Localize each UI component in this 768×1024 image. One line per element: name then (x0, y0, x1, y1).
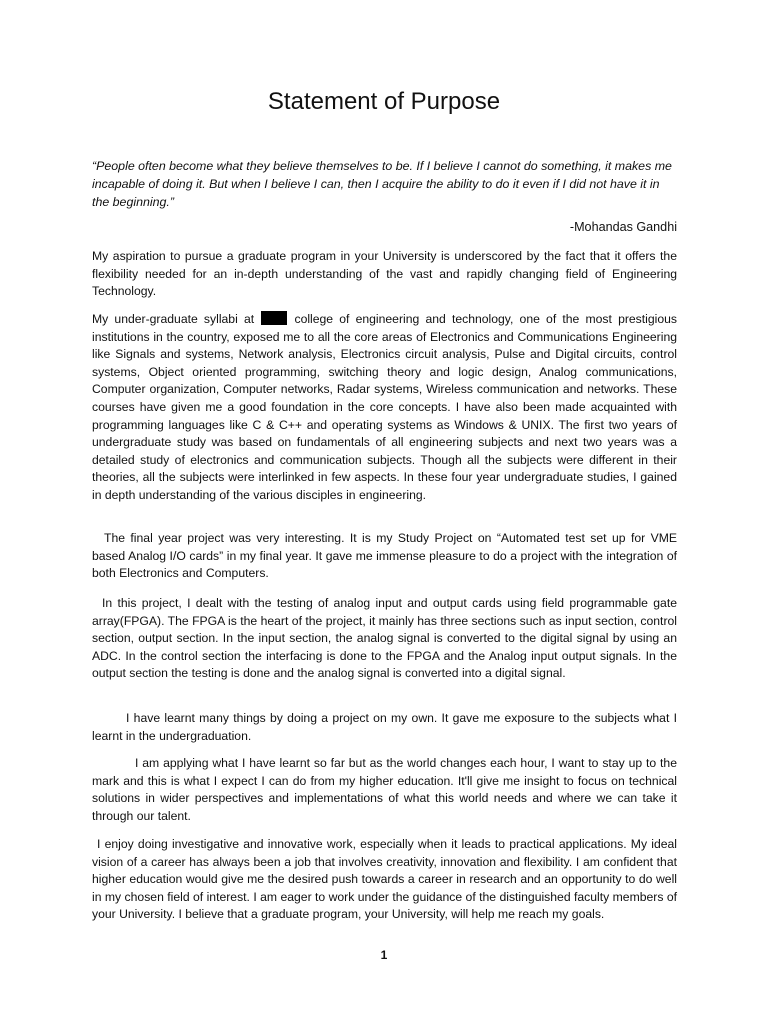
paragraph-higher-education: I am applying what I have learnt so far but as the world changes each hour, I want to stay up to the mark and this is what I expect I can do from my higher education. It'll give me insight to focus on technical solutions in wider perspectives and implementations of what this world needs and where we can take it through our talent. (92, 756, 677, 823)
paragraph-career-goals: I enjoy doing investigative and innovative work, especially when it leads to practical applications. My ideal vision of a career has always been a job that involves creativity, innovation and flexibility. I am confident that higher education would give me the desired push towards a career in research and an opportunity to do well in my chosen field of interest. I am eager to work under the guidance of the distinguished faculty members of your University. I believe that a graduate program, your University, will help me reach my goals. (92, 837, 677, 922)
quote-author: -Mohandas Gandhi (569, 220, 677, 234)
paragraph-undergraduate-rest: college of engineering and technology, one of the most prestigious institutions in the country, exposed me to all the core areas of Electronics and Communications Engineering like Signals and systems, Network analysis, Electronics circuit analysis, Pulse and Digital circuits, control systems, Object oriented programming, switching theory and logic design, Analog communications, Computer organization, Computer networks, Radar systems, Wireless communication and networks. These courses have given me a good foundation in the core concepts. I have also been made acquainted with programming languages like C & C++ and operating systems as Windows & UNIX. The first two years of undergraduate study was based on fundamentals of all engineering subjects and next two years was a detailed study of electronics and communication subjects. Though all the subjects were different in their theories, all the subjects were interlinked in few aspects. In these four year undergraduate studies, I gained in depth understanding of the various disciples in engineering. (92, 312, 678, 502)
paragraph-final-year-project: The final year project was very interesting. It is my Study Project on “Automated test set up for VME based Analog I/O cards” in my final year. It gave me immense pleasure to do a project with the integration of both Electronics and Computers. (92, 531, 677, 581)
page-number: 1 (380, 948, 388, 962)
paragraph-undergraduate-start: My under-graduate syllabi at (92, 312, 255, 326)
paragraph-learning: I have learnt many things by doing a project on my own. It gave me exposure to the subjects what I learnt in the undergraduation. (92, 711, 677, 743)
paragraph-project-details: In this project, I dealt with the testing of analog input and output cards using field programmable gate array(FPGA). The FPGA is the heart of the project, it mainly has three sections such as input section, control section, output section. In the input section, the analog signal is converted to the digital signal by using an ADC. In the control section the interfacing is done to the FPGA and the Analog input output signals. In the output section the testing is done and the analog signal is converted into a digital signal. (92, 596, 677, 681)
opening-quote: “People often become what they believe themselves to be. If I believe I cannot do something, it makes me incapable of doing it. But when I believe I can, then I acquire the ability to do it even if I did not have it in the beginning.” (92, 159, 672, 209)
paragraph-undergraduate (92, 311, 677, 505)
redaction-block (261, 311, 287, 325)
paragraph-aspiration: My aspiration to pursue a graduate program in your University is underscored by the fact that it offers the flexibility needed for an in-depth understanding of the vast and rapidly changing field of Engineering Technology. (92, 249, 677, 299)
document-title: Statement of Purpose (267, 88, 501, 115)
